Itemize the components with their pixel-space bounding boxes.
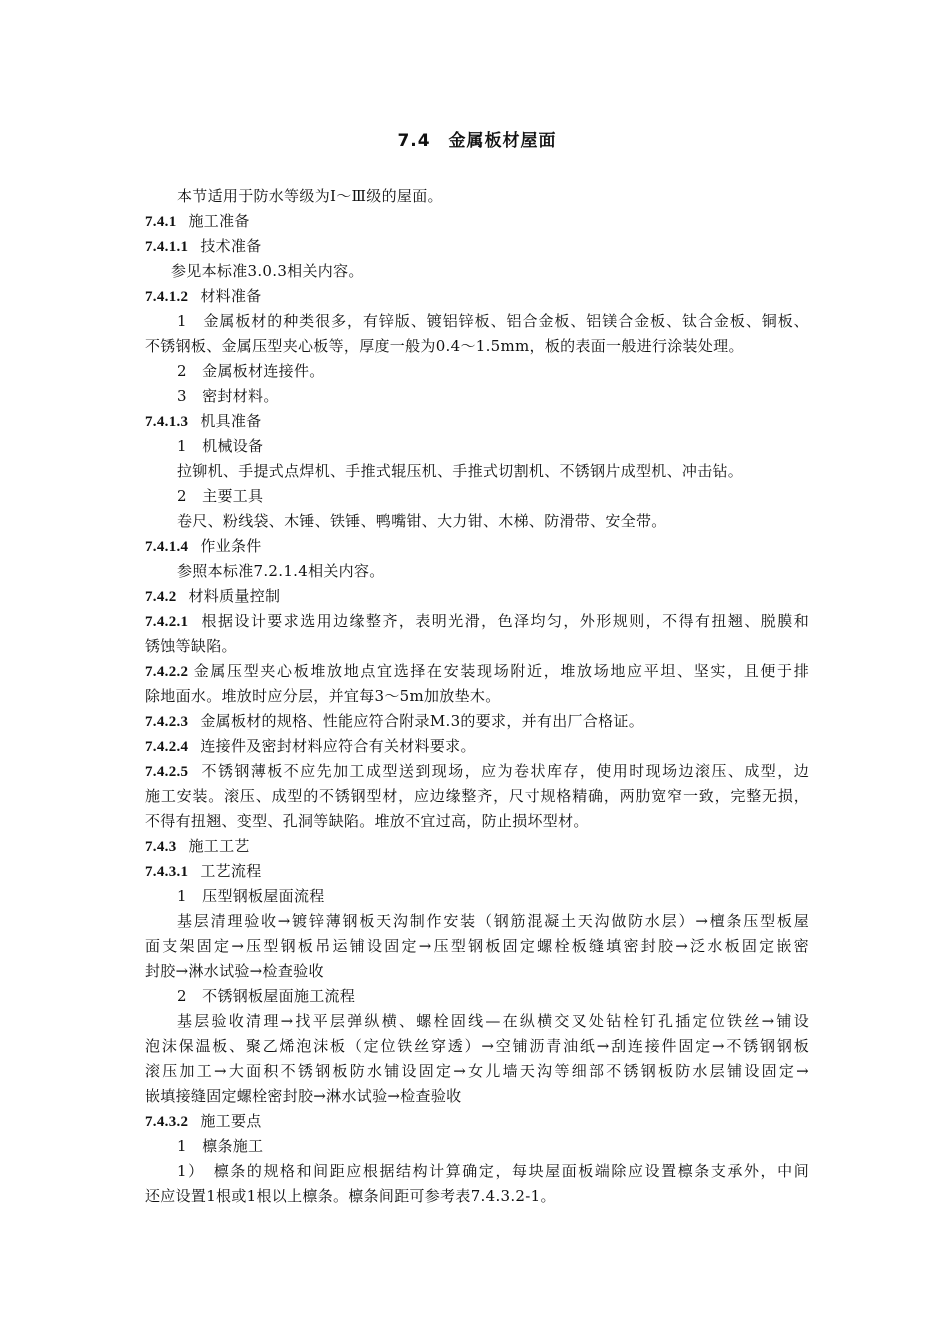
- clause-text: 金属板材的规格、性能应符合附录M.3的要求，并有出厂合格证。: [200, 712, 645, 730]
- clause-number: 7.4.2.1: [145, 614, 189, 630]
- paragraph-line: 1 檩条施工: [177, 1137, 264, 1155]
- clause-number: 7.4.1.4: [145, 539, 189, 555]
- clause-line: [145, 609, 809, 634]
- clause-number: 7.4.2.2: [145, 664, 189, 680]
- clause-text: 技术准备: [200, 237, 262, 255]
- paragraph-line: 施工安装。滚压、成型的不锈钢型材，应边缘整齐，尺寸规格精确，两肋宽窄一致，完整无损，: [145, 787, 809, 805]
- paragraph-line: 不锈钢板、金属压型夹心板等，厚度一般为0.4～1.5mm，板的表面一般进行涂装处理。: [145, 337, 744, 355]
- section-heading: [145, 284, 809, 309]
- clause-text: 施工要点: [200, 1112, 262, 1130]
- clause-number: 7.4.1: [145, 214, 177, 230]
- clause-line: [145, 759, 809, 784]
- clause-number: 7.4.1.3: [145, 414, 189, 430]
- paragraph-line: 锈蚀等缺陷。: [145, 637, 237, 655]
- section-title: 7.4 金属板材屋面: [397, 131, 557, 151]
- section-heading: [145, 859, 809, 884]
- clause-number: 7.4.3.2: [145, 1114, 189, 1130]
- paragraph-line: 参见本标准3.0.3相关内容。: [171, 262, 364, 280]
- paragraph-line: 基层验收清理→找平层弹纵横、螺栓固线—在纵横交叉处钻栓钉孔插定位铁丝→铺设: [177, 1012, 809, 1030]
- clause-text: 材料质量控制: [188, 587, 281, 605]
- paragraph-line: 1 压型钢板屋面流程: [177, 887, 325, 905]
- paragraph-line: 1） 檩条的规格和间距应根据结构计算确定，每块屋面板端除应设置檩条支承外，中间: [177, 1162, 809, 1180]
- paragraph-line: 1 机械设备: [177, 437, 264, 455]
- paragraph-line: 2 主要工具: [177, 487, 264, 505]
- paragraph-line: 拉铆机、手提式点焊机、手推式辊压机、手推式切割机、不锈钢片成型机、冲击钻。: [177, 462, 744, 480]
- paragraph-line: 卷尺、粉线袋、木锤、铁锤、鸭嘴钳、大力钳、木梯、防滑带、安全带。: [177, 512, 667, 530]
- paragraph-line: 参照本标准7.2.1.4相关内容。: [177, 562, 385, 580]
- clause-text: 机具准备: [200, 412, 262, 430]
- clause-number: 7.4.2: [145, 589, 177, 605]
- section-heading: [145, 209, 809, 234]
- clause-number: 7.4.3: [145, 839, 177, 855]
- paragraph-line: 面支架固定→压型钢板吊运铺设固定→压型钢板固定螺栓板缝填密封胶→泛水板固定嵌密: [145, 937, 809, 955]
- section-heading: [145, 234, 809, 259]
- clause-text: 不锈钢薄板不应先加工成型送到现场，应为卷状库存，使用时现场边滚压、成型，边: [200, 762, 809, 780]
- clause-number: 7.4.1.1: [145, 239, 189, 255]
- section-heading: [145, 409, 809, 434]
- paragraph-line: 2 金属板材连接件。: [177, 362, 325, 380]
- section-heading: [145, 834, 809, 859]
- section-heading: [145, 534, 809, 559]
- section-heading: [145, 1109, 809, 1134]
- clause-text: 材料准备: [200, 287, 262, 305]
- clause-text: 工艺流程: [200, 862, 262, 880]
- clause-text: 金属压型夹心板堆放地点宜选择在安装现场附近，堆放场地应平坦、坚实，且便于排: [192, 662, 809, 680]
- paragraph-line: 基层清理验收→镀锌薄钢板天沟制作安装（钢筋混凝土天沟做防水层）→檀条压型板屋: [177, 912, 809, 930]
- paragraph-line: 3 密封材料。: [177, 387, 279, 405]
- paragraph-line: 还应设置1根或1根以上檩条。檩条间距可参考表7.4.3.2-1。: [145, 1187, 556, 1205]
- paragraph-line: 本节适用于防水等级为Ⅰ～Ⅲ级的屋面。: [177, 187, 443, 205]
- clause-text: 连接件及密封材料应符合有关材料要求。: [200, 737, 476, 755]
- paragraph-line: 滚压加工→大面积不锈钢板防水铺设固定→女儿墙天沟等细部不锈钢板防水层铺设固定→: [145, 1062, 809, 1080]
- clause-text: 施工准备: [188, 212, 250, 230]
- paragraph-line: 不得有扭翘、变型、孔洞等缺陷。堆放不宜过高，防止损坏型材。: [145, 812, 589, 830]
- clause-number: 7.4.2.4: [145, 739, 189, 755]
- clause-text: 根据设计要求选用边缘整齐，表明光滑，色泽均匀，外形规则，不得有扭翘、脱膜和: [200, 612, 809, 630]
- clause-number: 7.4.2.5: [145, 764, 189, 780]
- paragraph-line: 嵌填接缝固定螺栓密封胶→淋水试验→检查验收: [145, 1087, 462, 1105]
- clause-number: 7.4.3.1: [145, 864, 189, 880]
- section-heading: [145, 584, 809, 609]
- paragraph-line: 封胶→淋水试验→检查验收: [145, 962, 324, 980]
- paragraph-line: 1 金属板材的种类很多，有锌版、镀铝锌板、铝合金板、铝镁合金板、钛合金板、铜板、: [177, 312, 809, 330]
- clause-text: 施工工艺: [188, 837, 250, 855]
- paragraph-line: 泡沫保温板、聚乙烯泡沫板（定位铁丝穿透）→空铺沥青油纸→刮连接件固定→不锈钢钢板: [145, 1037, 809, 1055]
- clause-text: 作业条件: [200, 537, 262, 555]
- clause-line: [145, 734, 809, 759]
- paragraph-line: 除地面水。堆放时应分层，并宜每3～5m加放垫木。: [145, 687, 501, 705]
- document-body: [145, 184, 809, 1209]
- clause-number: 7.4.1.2: [145, 289, 189, 305]
- paragraph-line: 2 不锈钢板屋面施工流程: [177, 987, 356, 1005]
- clause-line: [145, 659, 809, 684]
- clause-line: [145, 709, 809, 734]
- clause-number: 7.4.2.3: [145, 714, 189, 730]
